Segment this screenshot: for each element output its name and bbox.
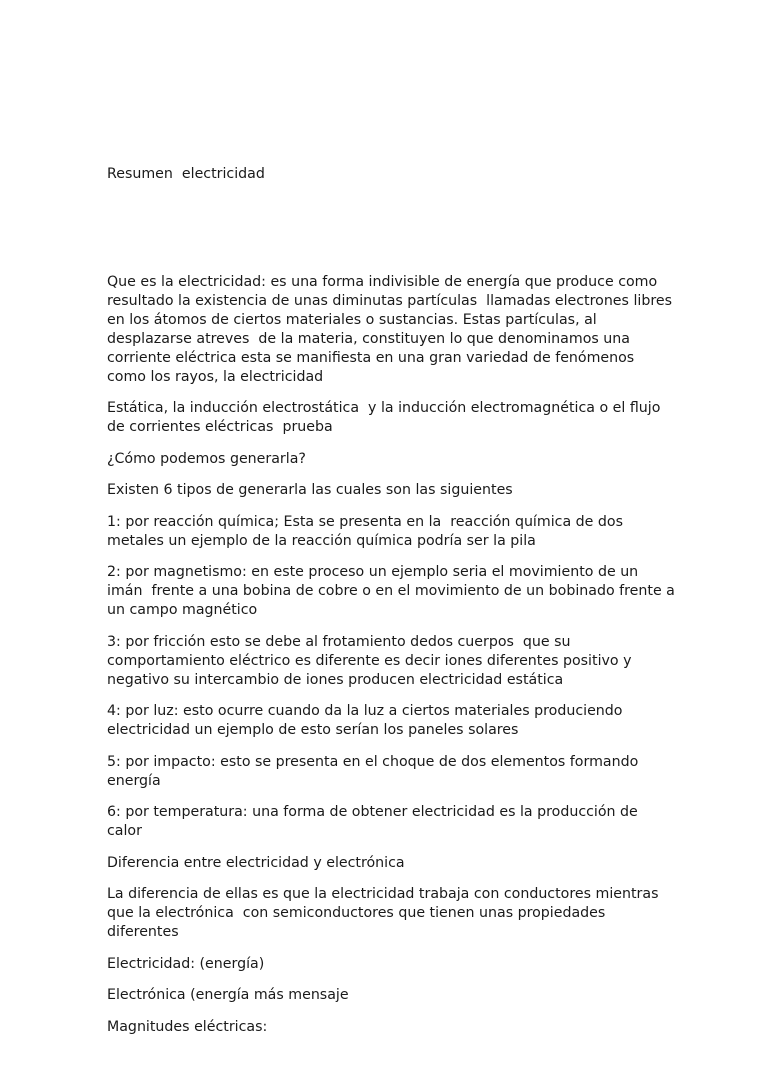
paragraph-line: 3: por fricción esto se debe al frotamiento dedos cuerpos que su [107,633,571,650]
paragraph [107,1018,682,1037]
paragraph-line: Electricidad: (energía) [107,955,265,972]
document-page [107,89,682,1068]
paragraph-line: La diferencia de ellas es que la electricidad trabaja con conductores mientras [107,886,659,902]
paragraph [107,513,682,551]
paragraph-line: Diferencia entre electricidad y electrónica [107,854,405,871]
paragraph-line: energía [107,772,161,789]
paragraph-line: diferentes [107,924,179,940]
paragraph-line: Electrónica (energía más mensaje [107,987,349,1003]
paragraph-line: 6: por temperatura: una forma de obtener electricidad es la producción de [107,804,638,820]
paragraph [107,481,682,500]
paragraph [107,633,682,690]
paragraph-line: Estática, la inducción electrostática y la inducción electromagnética o el flujo [107,400,661,416]
paragraph-line: como los rayos, la electricidad [107,368,324,385]
paragraph-line: ¿Cómo podemos generarla? [107,450,306,467]
paragraph-line: 4: por luz: esto ocurre cuando da la luz a ciertos materiales produciendo [107,703,623,719]
paragraph-line: Que es la electricidad: es una forma indivisible de energía que produce como [107,273,658,290]
paragraph-line: calor [107,823,142,839]
paragraph-line: comportamiento eléctrico es diferente es decir iones diferentes positivo y [107,652,632,669]
paragraph-line: electricidad un ejemplo de esto serían los paneles solares [107,722,519,738]
paragraph [107,854,682,873]
document-title: Resumen electricidad [107,166,265,182]
paragraph [107,885,682,942]
paragraph [107,955,682,974]
paragraph [107,702,682,740]
paragraph-line: negativo su intercambio de iones producen electricidad estática [107,671,564,688]
paragraph-line: desplazarse atreves de la materia, constituyen lo que denominamos una [107,330,630,347]
paragraph [107,399,682,437]
paragraph-line: imán frente a una bobina de cobre o en el movimiento de un bobinado frente a [107,583,675,599]
paragraph-line: resultado la existencia de unas diminutas partículas llamadas electrones libres [107,292,672,309]
paragraph [107,753,682,791]
paragraph-line: corriente eléctrica esta se manifiesta en una gran variedad de fenómenos [107,349,635,366]
paragraph-line: 1: por reacción química; Esta se presenta en la reacción química de dos [107,513,623,530]
paragraph-line: 2: por magnetismo: en este proceso un ejemplo seria el movimiento de un [107,564,639,580]
paragraph-line: que la electrónica con semiconductores que tienen unas propiedades [107,905,606,921]
document-body [107,273,682,1037]
paragraph [107,986,682,1005]
paragraph [107,450,682,469]
paragraph-line: un campo magnético [107,602,258,618]
paragraph-line: Magnitudes eléctricas: [107,1018,268,1035]
paragraph-line: de corrientes eléctricas prueba [107,419,333,435]
paragraph-line: Existen 6 tipos de generarla las cuales son las siguientes [107,482,513,498]
paragraph-line: metales un ejemplo de la reacción química podría ser la pila [107,532,536,549]
paragraph [107,563,682,620]
paragraph-line: 5: por impacto: esto se presenta en el choque de dos elementos formando [107,753,639,770]
paragraph-line: en los átomos de ciertos materiales o sustancias. Estas partículas, al [107,311,597,328]
paragraph [107,273,682,387]
paragraph [107,803,682,841]
